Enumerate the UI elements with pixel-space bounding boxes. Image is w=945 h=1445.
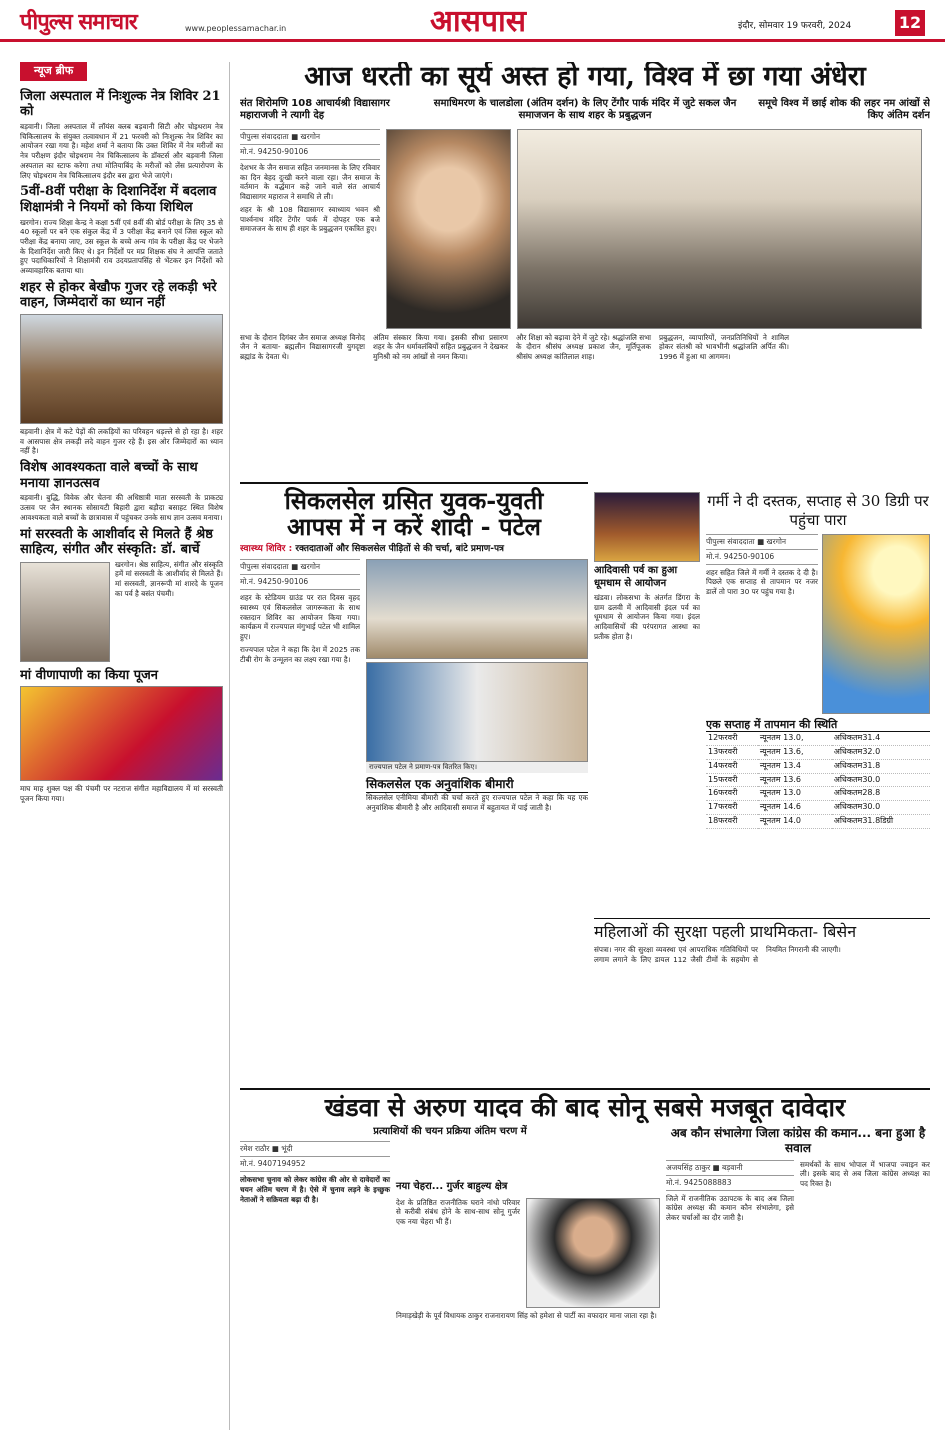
brief-body-2: खरगोन। राज्य शिक्षा केन्द्र ने कक्षा 5वीं एवं 8वीं की बोर्ड परीक्षा के लिए 35 से 40 स्कूलों पर बने एक संकुल केंद्र में 3 परीक्षा केंद्र बनाने एवं जिस स्कूल को परीक्षा केंद्र बनाया जाए, उस स्कूल के बच्चे अन्य गांव के परीक्षा केंद्र पर भेजने के दिशानिर्देश जारी किए थे। इन निर्देशों पर मप्र शिक्षक संघ ने आपत्ति जताते हुए पदाधिकारियों ने शिक्षामंत्री राव उदयप्रतापसिंह से भेंटकर इन निर्देशों को अव्यावहारिक बताया था।: [20, 217, 223, 276]
lead-mobile: मो.नं. 94250-90106: [240, 145, 380, 160]
sickle-byline: पीपुल्स संवाददाता ■ खरगोन: [240, 559, 360, 575]
sickle-body: शहर के स्टेडियम ग्राउंड पर रात दिवस वृहद स्वास्थ्य एवं सिकलसेल जागरूकता के साथ रक्तदान शिविर का आयोजन किया गया। कार्यक्रम में राज्यपाल मंगुभाई पटेल भी शामिल हुए।: [240, 593, 360, 642]
khandwa-headline: खंडवा से अरुण यादव की बाद सोनू सबसे मजबूत दावेदार: [324, 1093, 846, 1122]
temperature-cell: 16फरवरी: [706, 787, 758, 801]
brief-body-5: खरगोन। श्रेष्ठ साहित्य, संगीत और संस्कृति हमें मां सरस्वती के आशीर्वाद से मिलते हैं। मां सरस्वती, ज्ञानरूपी मां शारदे के पूजन का पर्व है बसंत पंचमी।: [115, 559, 223, 598]
lead-body-2: शहर के श्री 108 विद्यासागर स्वाध्याय भवन श्री पार्श्वनाथ मंदिर टेंगौर पार्क में दोपहर एक बजे समाजजन के साथ ही शहर के प्रबुद्धजन एकत्रित हुए।: [240, 204, 380, 234]
lead-body-4: अंतिम संस्कार किया गया। इसकी सीधा प्रसारण शहर के जैन धर्मावलंबियों सहित प्रबुद्धजन ने देखकर मुनिश्री को नम आंखों से नमन किया।: [373, 332, 508, 362]
temperature-table: [706, 732, 930, 829]
heat-table-title: एक सप्ताह में तापमान की स्थिति: [706, 718, 930, 733]
page-number: 12: [895, 10, 925, 36]
website[interactable]: www.peoplessamachar.in: [185, 24, 287, 33]
section-title: आसपास: [430, 4, 527, 39]
tribal-festival-story: [594, 492, 700, 912]
lead-body-6: प्रबुद्धजन, व्यापारियों, जनप्रतिनिधियों ने शामिल होकर संतश्री को भावभीनी श्रद्धांजलि अर्पित की। 1996 में हुआ था आगमन।: [659, 332, 789, 362]
congress-mobile: मो.नं. 9425088883: [666, 1176, 794, 1191]
temperature-cell: न्यूनतम 13.6: [758, 773, 832, 787]
gathering-photo: [517, 129, 922, 329]
khandwa-body-2: देश के प्रतिष्ठित राजनीतिक घराने नांधो परिवार से करीबी संबंध होने के साथ-साथ सोनू गुर्जर एक नया चेहरा भी हैं।: [396, 1197, 520, 1226]
temperature-row: [706, 773, 930, 787]
sickle-box-title: सिकलसेल एक अनुवांशिक बीमारी: [366, 777, 588, 793]
women-safety-story: [594, 918, 930, 1078]
masthead: [0, 0, 945, 42]
lead-headline: आज धरती का सूर्य अस्त हो गया, विश्व में छा गया अंधेरा: [304, 62, 866, 92]
sickle-mobile: मो.नं. 94250-90106: [240, 575, 360, 590]
sickle-headline-1: सिकलसेल ग्रसित युवक-युवती: [284, 486, 544, 515]
temperature-cell: अधिकतम30.0: [832, 773, 930, 787]
lead-body-1: देशभर के जैन समाज सहित जनमानस के लिए रविवार का दिन बेहद दुःखी करने वाला रहा। जैन समाज के वर्तमान के वर्द्धमान कहे जाने वाले संत आचार्य विद्यासागर महाराज ने समाधि ले ली।: [240, 162, 380, 202]
governor-photo: [366, 559, 588, 659]
brief-body-3: बड़वानी। क्षेत्र में कटे पेड़ों की लकड़ियों का परिवहन धड़ल्ले से हो रहा है। शहर व आसपास क्षेत्र लकड़ी लदे वाहन गुजर रहे हैं। इस ओर जिम्मेदारों का ध्यान नहीं है।: [20, 427, 223, 456]
news-brief-label: न्यूज ब्रीफ: [20, 62, 87, 81]
lead-body-3: सभा के दौरान दिगंबर जैन समाज अध्यक्ष विनोद जैन ने बताया- ब्रह्मलीन विद्यासागरजी युगदृष्टा ब्रह्मांड के देवता थे।: [240, 332, 365, 362]
temperature-cell: 13फरवरी: [706, 746, 758, 760]
temperature-cell: अधिकतम28.8: [832, 787, 930, 801]
sickle-sub: रक्तदाताओं और सिकलसेल पीड़ितों से की चर्चा, बांटे प्रमाण-पत्र: [295, 543, 505, 554]
brief-title-6: मां वीणापाणी का किया पूजन: [20, 667, 158, 683]
lead-sub-1: संत शिरोमणि 108 आचार्यश्री विद्यासागर महाराजजी ने त्यागी देह: [240, 97, 390, 122]
temperature-cell: न्यूनतम 13.0: [758, 787, 832, 801]
khandwa-byline: रमेश राठौर ■ भूंदी: [240, 1141, 390, 1157]
congress-body-2: समर्थकों के साथ भोपाल में भाजपा ज्वाइन कर ली। इसके बाद से अब जिला कांग्रेस अध्यक्ष का पद रिक्त है।: [800, 1159, 930, 1188]
brief-body-6: माघ माह शुक्ल पक्ष की पंचमी पर नटराज संगीत महाविद्यालय में मां सरस्वती पूजन किया गया।: [20, 784, 223, 804]
issue-date: इंदौर, सोमवार 19 फरवरी, 2024: [738, 21, 852, 31]
brief-title-2: 5वीं-8वीं परीक्षा के दिशानिर्देश में बदलाव शिक्षामंत्री ने नियमों को किया शिथिल: [20, 184, 217, 215]
sickle-headline-2: आपस में न करें शादी - पटेल: [287, 512, 541, 542]
portrait-photo: [20, 562, 110, 662]
temperature-cell: न्यूनतम 14.0: [758, 815, 832, 829]
tribal-body: खंडवा। लोकसभा के अंतर्गत डिंगरा के ग्राम ढलवी में आदिवासी इंदल पर्व का धूमधाम से आयोजन किया गया। इंदल आदिवासियों की परंपरागत आस्था का प्रतीक होता है।: [594, 593, 700, 641]
heat-byline: पीपुल्स संवाददाता ■ खरगोन: [706, 534, 818, 550]
temperature-cell: 14फरवरी: [706, 759, 758, 773]
brief-title-5: मां सरस्वती के आशीर्वाद से मिलते हैं श्रेष्ठ साहित्य, संगीत और संस्कृति: डॉ. बार्चे: [20, 526, 213, 558]
temperature-cell: अधिकतम31.4: [832, 732, 930, 745]
khandwa-new-face: नया चेहरा... गुर्जर बाहुल्य क्षेत्र: [396, 1181, 508, 1192]
brief-body-4: बड़वानी। बुद्धि, विवेक और चेतना की अधिष्ठात्री माता सरस्वती के प्राकट्य उत्सव पर जैन स्थानक सोसायटी बिहारी द्वारा बड़ौदा बसाहट स्थित विशेष आवश्यकता वाले बच्चों के छात्रावास में पहुंचकर उनके साथ ज्ञान उत्सव मनाया।: [20, 493, 223, 522]
festival-photo: [594, 492, 700, 562]
temperature-cell: न्यूनतम 13.4: [758, 759, 832, 773]
temperature-cell: न्यूनतम 13.0,: [758, 732, 832, 745]
lead-byline: पीपुल्स संवाददाता ■ खरगोन: [240, 129, 380, 145]
women-title: महिलाओं की सुरक्षा पहली प्राथमिकता- बिसेन: [594, 922, 857, 941]
news-brief-column: [20, 62, 230, 1430]
sickle-body-2: राज्यपाल पटेल ने कहा कि देश में 2025 तक टीबी रोग के उन्मूलन का लक्ष्य रखा गया है।: [240, 644, 360, 664]
heat-body: शहर सहित जिले में गर्मी ने दस्तक दे दी है। पिछले एक सप्ताह से तापमान पर नजर डालें तो पारा 30 पर पहुंच गया है।: [706, 567, 818, 597]
temperature-row: [706, 746, 930, 760]
temperature-cell: अधिकतम31.8डिग्री: [832, 815, 930, 829]
heat-title: गर्मी ने दी दस्तक, सप्ताह से 30 डिग्री पर पहुंचा पारा: [707, 492, 929, 529]
congress-byline: अजयसिंह ठाकुर ■ बड़वानी: [666, 1160, 794, 1176]
thermometer-photo: [822, 534, 930, 714]
khandwa-sub: प्रत्याशियों की चयन प्रक्रिया अंतिम चरण में: [373, 1125, 527, 1137]
candidate-photo: [526, 1198, 660, 1308]
truck-photo: [20, 314, 223, 424]
brief-title-3: शहर से होकर बेखौफ गुजर रहे लकड़ी भरे वाहन, जिम्मेदारों का ध्यान नहीं: [20, 279, 217, 311]
congress-title: अब कौन संभालेगा जिला कांग्रेस की कमान... बना हुआ है सवाल: [670, 1125, 926, 1155]
sickle-photo-caption: राज्यपाल पटेल ने प्रमाण-पत्र वितरित किए।: [366, 762, 588, 773]
women-body: संपत्रा। नगर की सुरक्षा व्यवस्था एवं आपराधिक गतिविधियों पर लगाम लगाने के लिए डायल 112 जैसी टीमों के सहयोग से नियमित निगरानी की जाएगी।: [594, 945, 841, 964]
sickle-cell-story: [240, 482, 588, 1072]
temperature-cell: अधिकतम31.8: [832, 759, 930, 773]
sickle-kicker: स्वास्थ्य शिविर :: [240, 543, 293, 554]
temperature-cell: 18फरवरी: [706, 815, 758, 829]
temperature-row: [706, 815, 930, 829]
lead-body-5: और शिक्षा को बढ़ावा देने में जुटे रहे। श्रद्धांजलि सभा के दौरान श्रीसंघ अध्यक्ष प्रकाश जैन, मूर्तिपूजक श्रीसंघ अध्यक्ष कांतिलाल शाह।: [516, 332, 651, 362]
khandwa-mobile: मो.नं. 9407194952: [240, 1157, 390, 1172]
lead-sub-2: समाधिमरण के चालडोला (अंतिम दर्शन) के लिए टेंगौर पार्क मंदिर में जुटे सकल जैन समाजजन के साथ शहर के प्रबुद्धजन: [433, 97, 737, 122]
heat-story: [706, 492, 930, 912]
temperature-row: [706, 787, 930, 801]
acharya-photo: [386, 129, 511, 329]
lead-sub-3: समूचे विश्व में छाई शोक की लहर नम आंखों से किए अंतिम दर्शन: [758, 97, 930, 122]
temperature-cell: अधिकतम30.0: [832, 801, 930, 815]
temperature-cell: अधिकतम32.0: [832, 746, 930, 760]
lead-story: [240, 62, 930, 472]
temperature-cell: 15फरवरी: [706, 773, 758, 787]
brief-body-1: बड़वानी। जिला अस्पताल में लॉयंस क्लब बड़वानी सिटी और चोइथराम नेत्र चिकित्सालय के संयुक्त तत्वावधान में 21 फरवरी को निःशुल्क नेत्र शिविर का आयोजन रखा गया है। महेश शर्मा ने बताया कि उक्त शिविर में नेत्र मरीजों का नेत्र परीक्षण इंदौर चोइथराम नेत्र चिकित्सालय के डॉक्टर्स और बड़वानी जिला अस्पताल का स्टाफ करेगा तथा मोतियाबिंद के मरीजों को लेंस प्रत्यारोपण के लिए चोइथराम नेत्र चिकित्सालय इंदौर बस द्वारा भेजे जाएंगे।: [20, 122, 223, 180]
temperature-cell: न्यूनतम 14.6: [758, 801, 832, 815]
brief-title-1: जिला अस्पताल में निःशुल्क नेत्र शिविर 21 को: [20, 88, 221, 120]
tribal-title: आदिवासी पर्व का हुआ धूमधाम से आयोजन: [594, 565, 678, 589]
temperature-cell: न्यूनतम 13.6,: [758, 746, 832, 760]
temperature-row: [706, 759, 930, 773]
temperature-cell: 12फरवरी: [706, 732, 758, 745]
temperature-row: [706, 732, 930, 745]
newspaper-logo: पीपुल्स समाचार: [20, 9, 137, 35]
khandwa-story: [240, 1088, 930, 1433]
certificate-photo: [366, 662, 588, 762]
khandwa-body: लोकसभा चुनाव को लेकर कांग्रेस की ओर से दावेदारों का चयन अंतिम चरण में है। ऐसे में चुनाव लड़ने के इच्छुक नेताओं ने सक्रियता बढ़ा दी है।: [240, 1175, 390, 1204]
sickle-box-body: सिकलसेल एनीमिया बीमारी की चर्चा करते हुए राज्यपाल पटेल ने कहा कि यह एक अनुवांशिक बीमारी है और आदिवासी समाज में बहुतायत में पाई जाती है।: [366, 793, 588, 813]
congress-body: जिले में राजनीतिक उठापटक के बाद अब जिला कांग्रेस अध्यक्ष की कमान कौन संभालेगा, इसे लेकर चर्चाओं का दौर जारी है।: [666, 1193, 794, 1223]
temperature-cell: 17फरवरी: [706, 801, 758, 815]
worship-photo: [20, 686, 223, 781]
khandwa-body-3: निमाड़खेड़ी के पूर्व विधायक ठाकुर राजनारायण सिंह को हमेशा से पार्टी का वफादार माना जाता रहा है।: [396, 1310, 657, 1320]
heat-mobile: मो.नं. 94250-90106: [706, 550, 818, 565]
brief-title-4: विशेष आवश्यकता वाले बच्चों के साथ मनाया ज्ञानउत्सव: [20, 460, 198, 491]
temperature-row: [706, 801, 930, 815]
